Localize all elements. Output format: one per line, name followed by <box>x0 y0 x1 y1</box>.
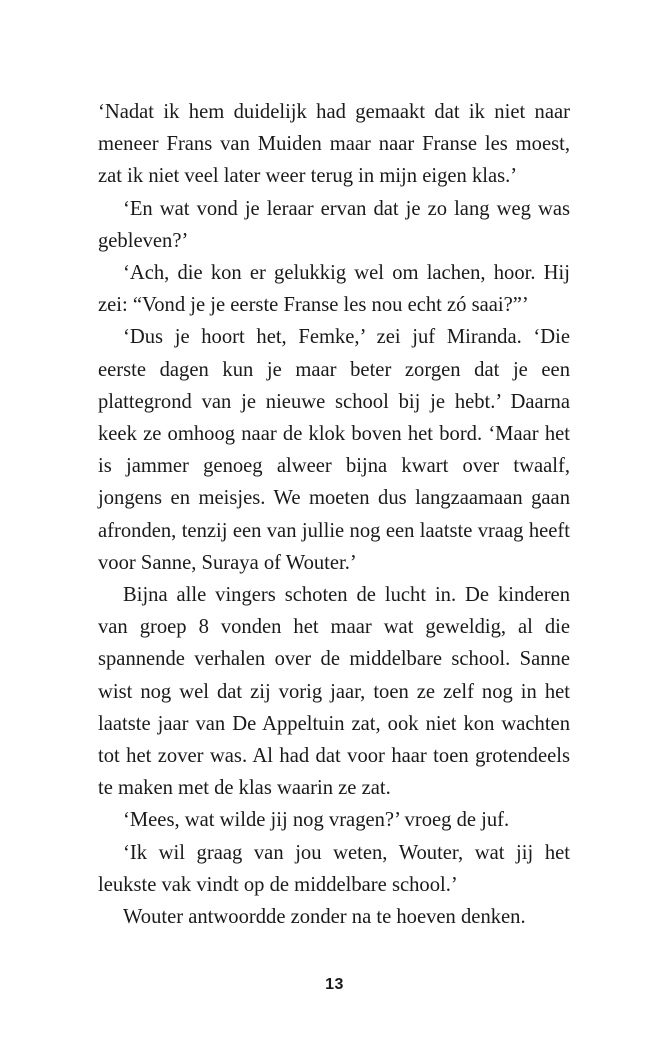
paragraph-5: Bijna alle vingers schoten de lucht in. De kinderen van groep 8 vonden het maar wat geweldig, al die spannende verhalen over de middelbare school. Sanne wist nog wel dat zij vorig jaar, toen ze zelf nog in het laatste jaar van De Appeltuin zat, ook niet kon wachten tot het zover was. Al had dat voor haar toen grotendeels te maken met de klas waarin ze zat. <box>98 584 570 800</box>
paragraph-6: ‘Mees, wat wilde jij nog vragen?’ vroeg de juf. <box>123 809 510 832</box>
paragraph-8: Wouter antwoordde zonder na te hoeven denken. <box>123 906 526 929</box>
page-body <box>98 96 570 933</box>
page-number: 13 <box>325 976 344 993</box>
paragraph-1: ‘Nadat ik hem duidelijk had gemaakt dat ik niet naar meneer Frans van Muiden maar naar Franse les moest, zat ik niet veel later weer terug in mijn eigen klas.’ <box>98 101 570 188</box>
paragraph-7: ‘Ik wil graag van jou weten, Wouter, wat jij het leukste vak vindt op de middelbare school.’ <box>98 841 570 896</box>
paragraph-3: ‘Ach, die kon er gelukkig wel om lachen, hoor. Hij zei: “Vond je je eerste Franse les nou echt zó saai?”’ <box>98 262 570 317</box>
paragraph-2: ‘En wat vond je leraar ervan dat je zo lang weg was gebleven?’ <box>98 197 570 252</box>
paragraph-4: ‘Dus je hoort het, Femke,’ zei juf Miranda. ‘Die eerste dagen kun je maar beter zorgen dat je een plattegrond van je nieuwe school bij je hebt.’ Daarna keek ze omhoog naar de klok boven het bord. ‘Maar het is jammer genoeg alweer bijna kwart over twaalf, jongens en meisjes. We moeten dus langzaamaan gaan afronden, tenzij een van jullie nog een laatste vraag heeft voor Sanne, Suraya of Wouter.’ <box>98 326 570 574</box>
